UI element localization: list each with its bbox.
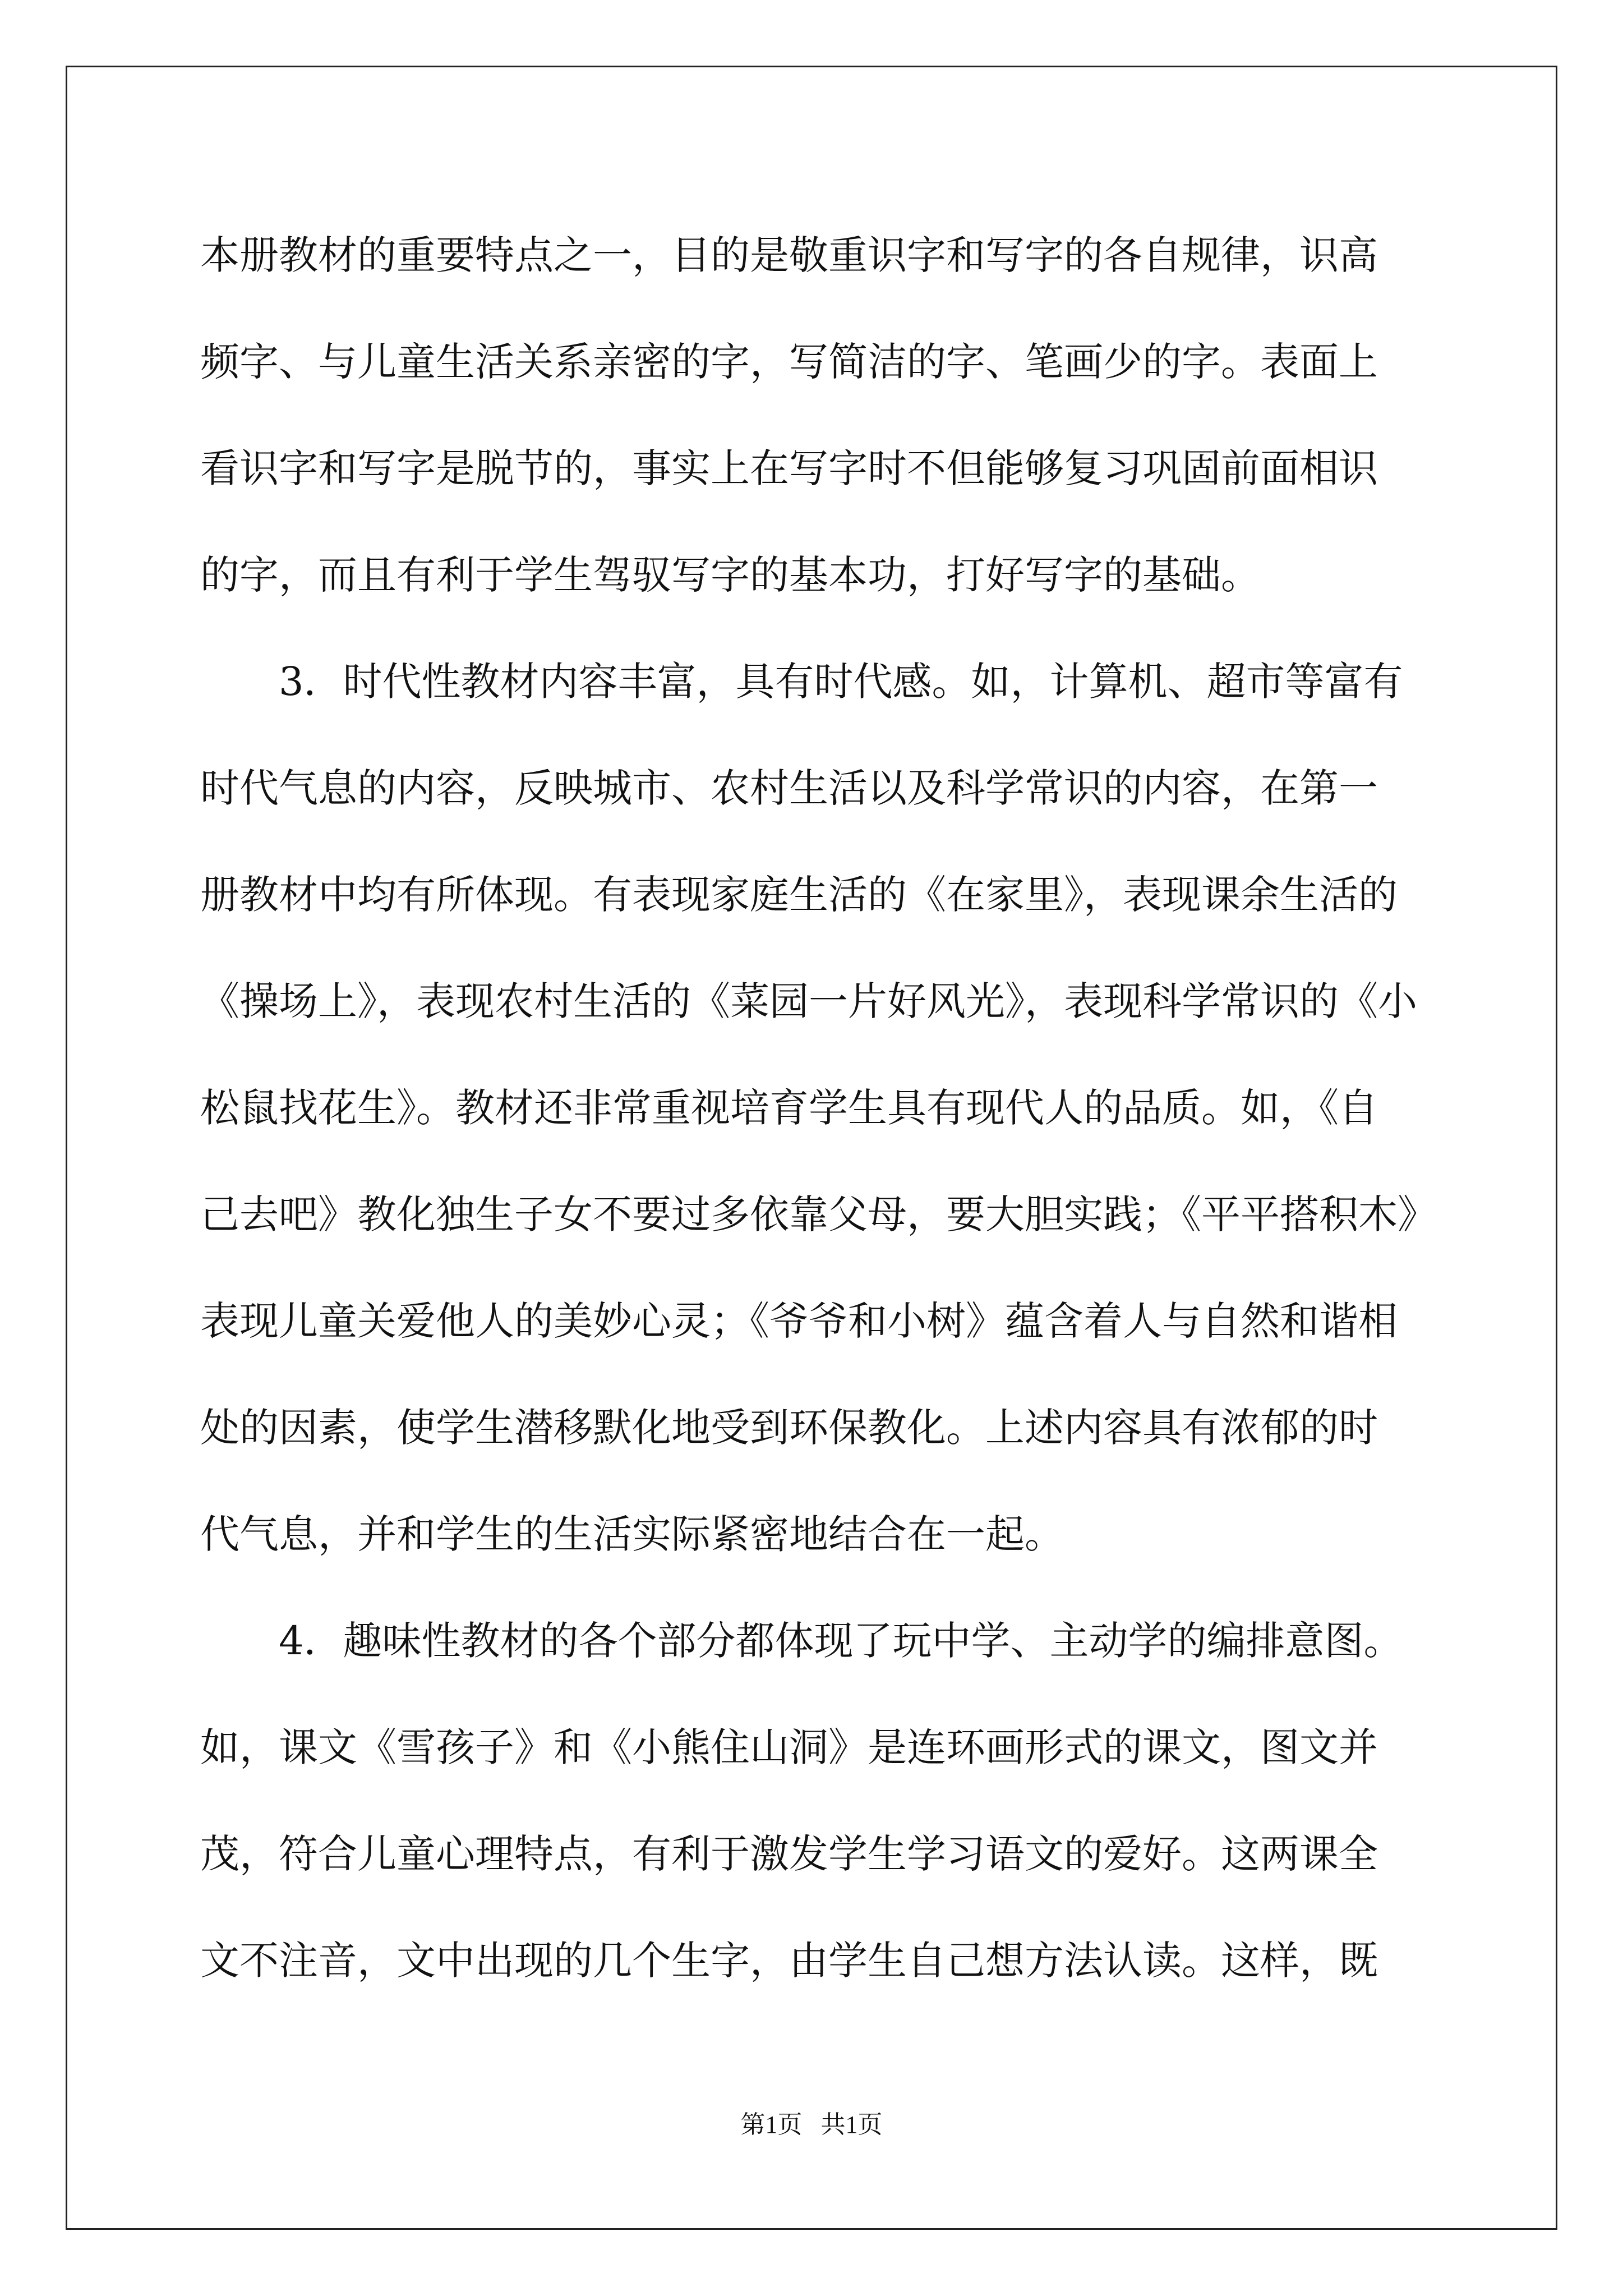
page-footer (0, 2108, 1623, 2142)
paragraph-start-line: 3．时代性教材内容丰富，具有时代感。如，计算机、超市等富有 (279, 659, 1403, 705)
text-line: 表现儿童关爱他人的美妙心灵；《爷爷和小树》蕴含着人与自然和谐相 (200, 1298, 1398, 1344)
text-line: 的字，而且有利于学生驾驭写字的基本功，打好写字的基础。 (200, 552, 1260, 598)
text-line: 频字、与儿童生活关系亲密的字，写简洁的字、笔画少的字。表面上 (200, 339, 1378, 385)
document-body (200, 202, 1437, 2014)
text-line: 如，课文《雪孩子》和《小熊住山洞》是连环画形式的课文，图文并 (200, 1724, 1378, 1770)
text-line: 茂，符合儿童心理特点，有利于激发学生学习语文的爱好。这两课全 (200, 1831, 1378, 1877)
text-line: 《操场上》，表现农村生活的《菜园一片好风光》，表现科学常识的《小 (200, 978, 1417, 1024)
text-line: 册教材中均有所体现。有表现家庭生活的《在家里》，表现课余生活的 (200, 872, 1398, 918)
text-line: 时代气息的内容，反映城市、农村生活以及科学常识的内容，在第一 (200, 765, 1378, 811)
text-line: 代气息，并和学生的生活实际紧密地结合在一起。 (200, 1511, 1064, 1557)
text-line: 看识字和写字是脱节的，事实上在写字时不但能够复习巩固前面相识 (200, 445, 1378, 491)
page-number: 第1页 共1页 (740, 2111, 883, 2138)
text-line: 文不注音，文中出现的几个生字，由学生自己想方法认读。这样，既 (200, 1938, 1378, 1984)
text-line: 己去吧》教化独生子女不要过多依靠父母，要大胆实践；《平平搭积木》 (200, 1191, 1437, 1237)
text-line: 处的因素，使学生潜移默化地受到环保教化。上述内容具有浓郁的时 (200, 1405, 1378, 1451)
text-line: 本册教材的重要特点之一，目的是敬重识字和写字的各自规律，识高 (200, 232, 1378, 278)
paragraph-start-line: 4．趣味性教材的各个部分都体现了玩中学、主动学的编排意图。 (279, 1618, 1403, 1664)
text-line: 松鼠找花生》。教材还非常重视培育学生具有现代人的品质。如，《自 (200, 1085, 1378, 1131)
